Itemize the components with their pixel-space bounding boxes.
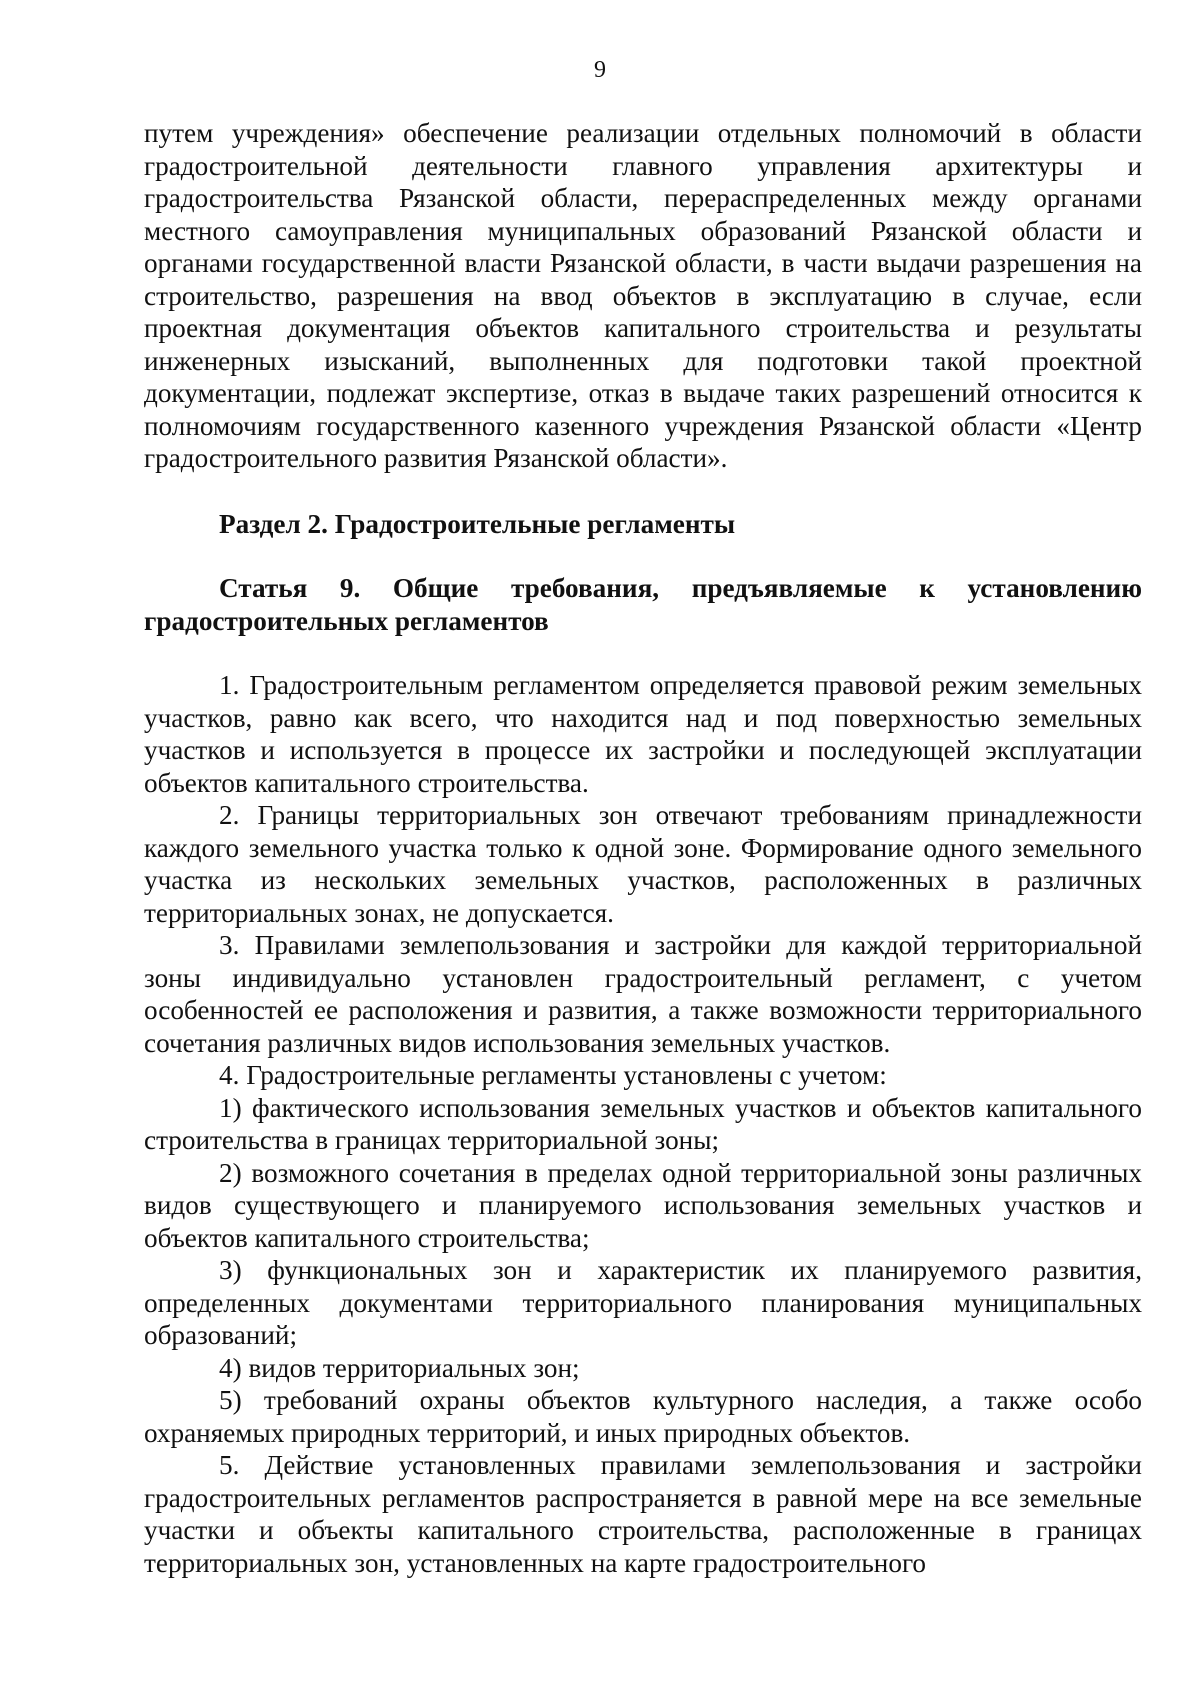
section-heading: Раздел 2. Градостроительные регламенты	[219, 508, 736, 539]
intro-paragraph: путем учреждения» обеспечение реализации отдельных полномочий в области градостроительной деятельности главного управления архитектуры и градостроительства Рязанской области, перераспределенных между органами местного самоуправления муниципальных образований Рязанской области и органами государственной власти Рязанской области, в части выдачи разрешения на строительство, разрешения на ввод объектов в эксплуатацию в случае, если проектная документация объектов капитального строительства и результаты инженерных изысканий, выполненных для подготовки такой проектной документации, подлежат экспертизе, отказ в выдаче таких разрешений относится к полномочиям государственного казенного учреждения Рязанской области «Центр градостроительного развития Рязанской области».	[144, 118, 1142, 473]
paragraph-1: 1. Градостроительным регламентом определяется правовой режим земельных участков, равно как всего, что находится над и под поверхностью земельных участков и используется в процессе их застройки и последующей эксплуатации объектов капитального строительства.	[144, 670, 1142, 798]
list-item-3: 3) функциональных зон и характеристик их планируемого развития, определенных документами территориального планирования муниципальных образований;	[144, 1255, 1142, 1350]
paragraph-3: 3. Правилами землепользования и застройки для каждой территориальной зоны индивидуально установлен градостроительный регламент, с учетом особенностей ее расположения и развития, а также возможности территориального сочетания различных видов использования земельных участков.	[144, 930, 1142, 1058]
article-heading: Статья 9. Общие требования, предъявляемые к установлению градостроительных регламентов	[144, 573, 1142, 636]
list-item-4: 4) видов территориальных зон;	[219, 1352, 580, 1383]
list-item-5: 5) требований охраны объектов культурного наследия, а также особо охраняемых природных территорий, и иных природных объектов.	[144, 1385, 1142, 1448]
document-body	[144, 117, 1142, 1579]
list-item-2: 2) возможного сочетания в пределах одной территориальной зоны различных видов существующего и планируемого использования земельных участков и объектов капитального строительства;	[144, 1157, 1142, 1253]
list-item-1: 1) фактического использования земельных участков и объектов капитального строительства в границах территориальной зоны;	[144, 1092, 1142, 1155]
paragraph-4: 4. Градостроительные регламенты установлены с учетом:	[219, 1060, 887, 1090]
page-number: 9	[594, 57, 606, 83]
paragraph-2: 2. Границы территориальных зон отвечают требованиям принадлежности каждого земельного участка только к одной зоне. Формирование одного земельного участка из нескольких земельных участков, расположенных в различных территориальных зонах, не допускается.	[144, 800, 1142, 928]
paragraph-5: 5. Действие установленных правилами землепользования и застройки градостроительных регламентов распространяется в равной мере на все земельные участки и объекты капитального строительства, расположенные в границах территориальных зон, установленных на карте градостроительного	[144, 1450, 1142, 1578]
